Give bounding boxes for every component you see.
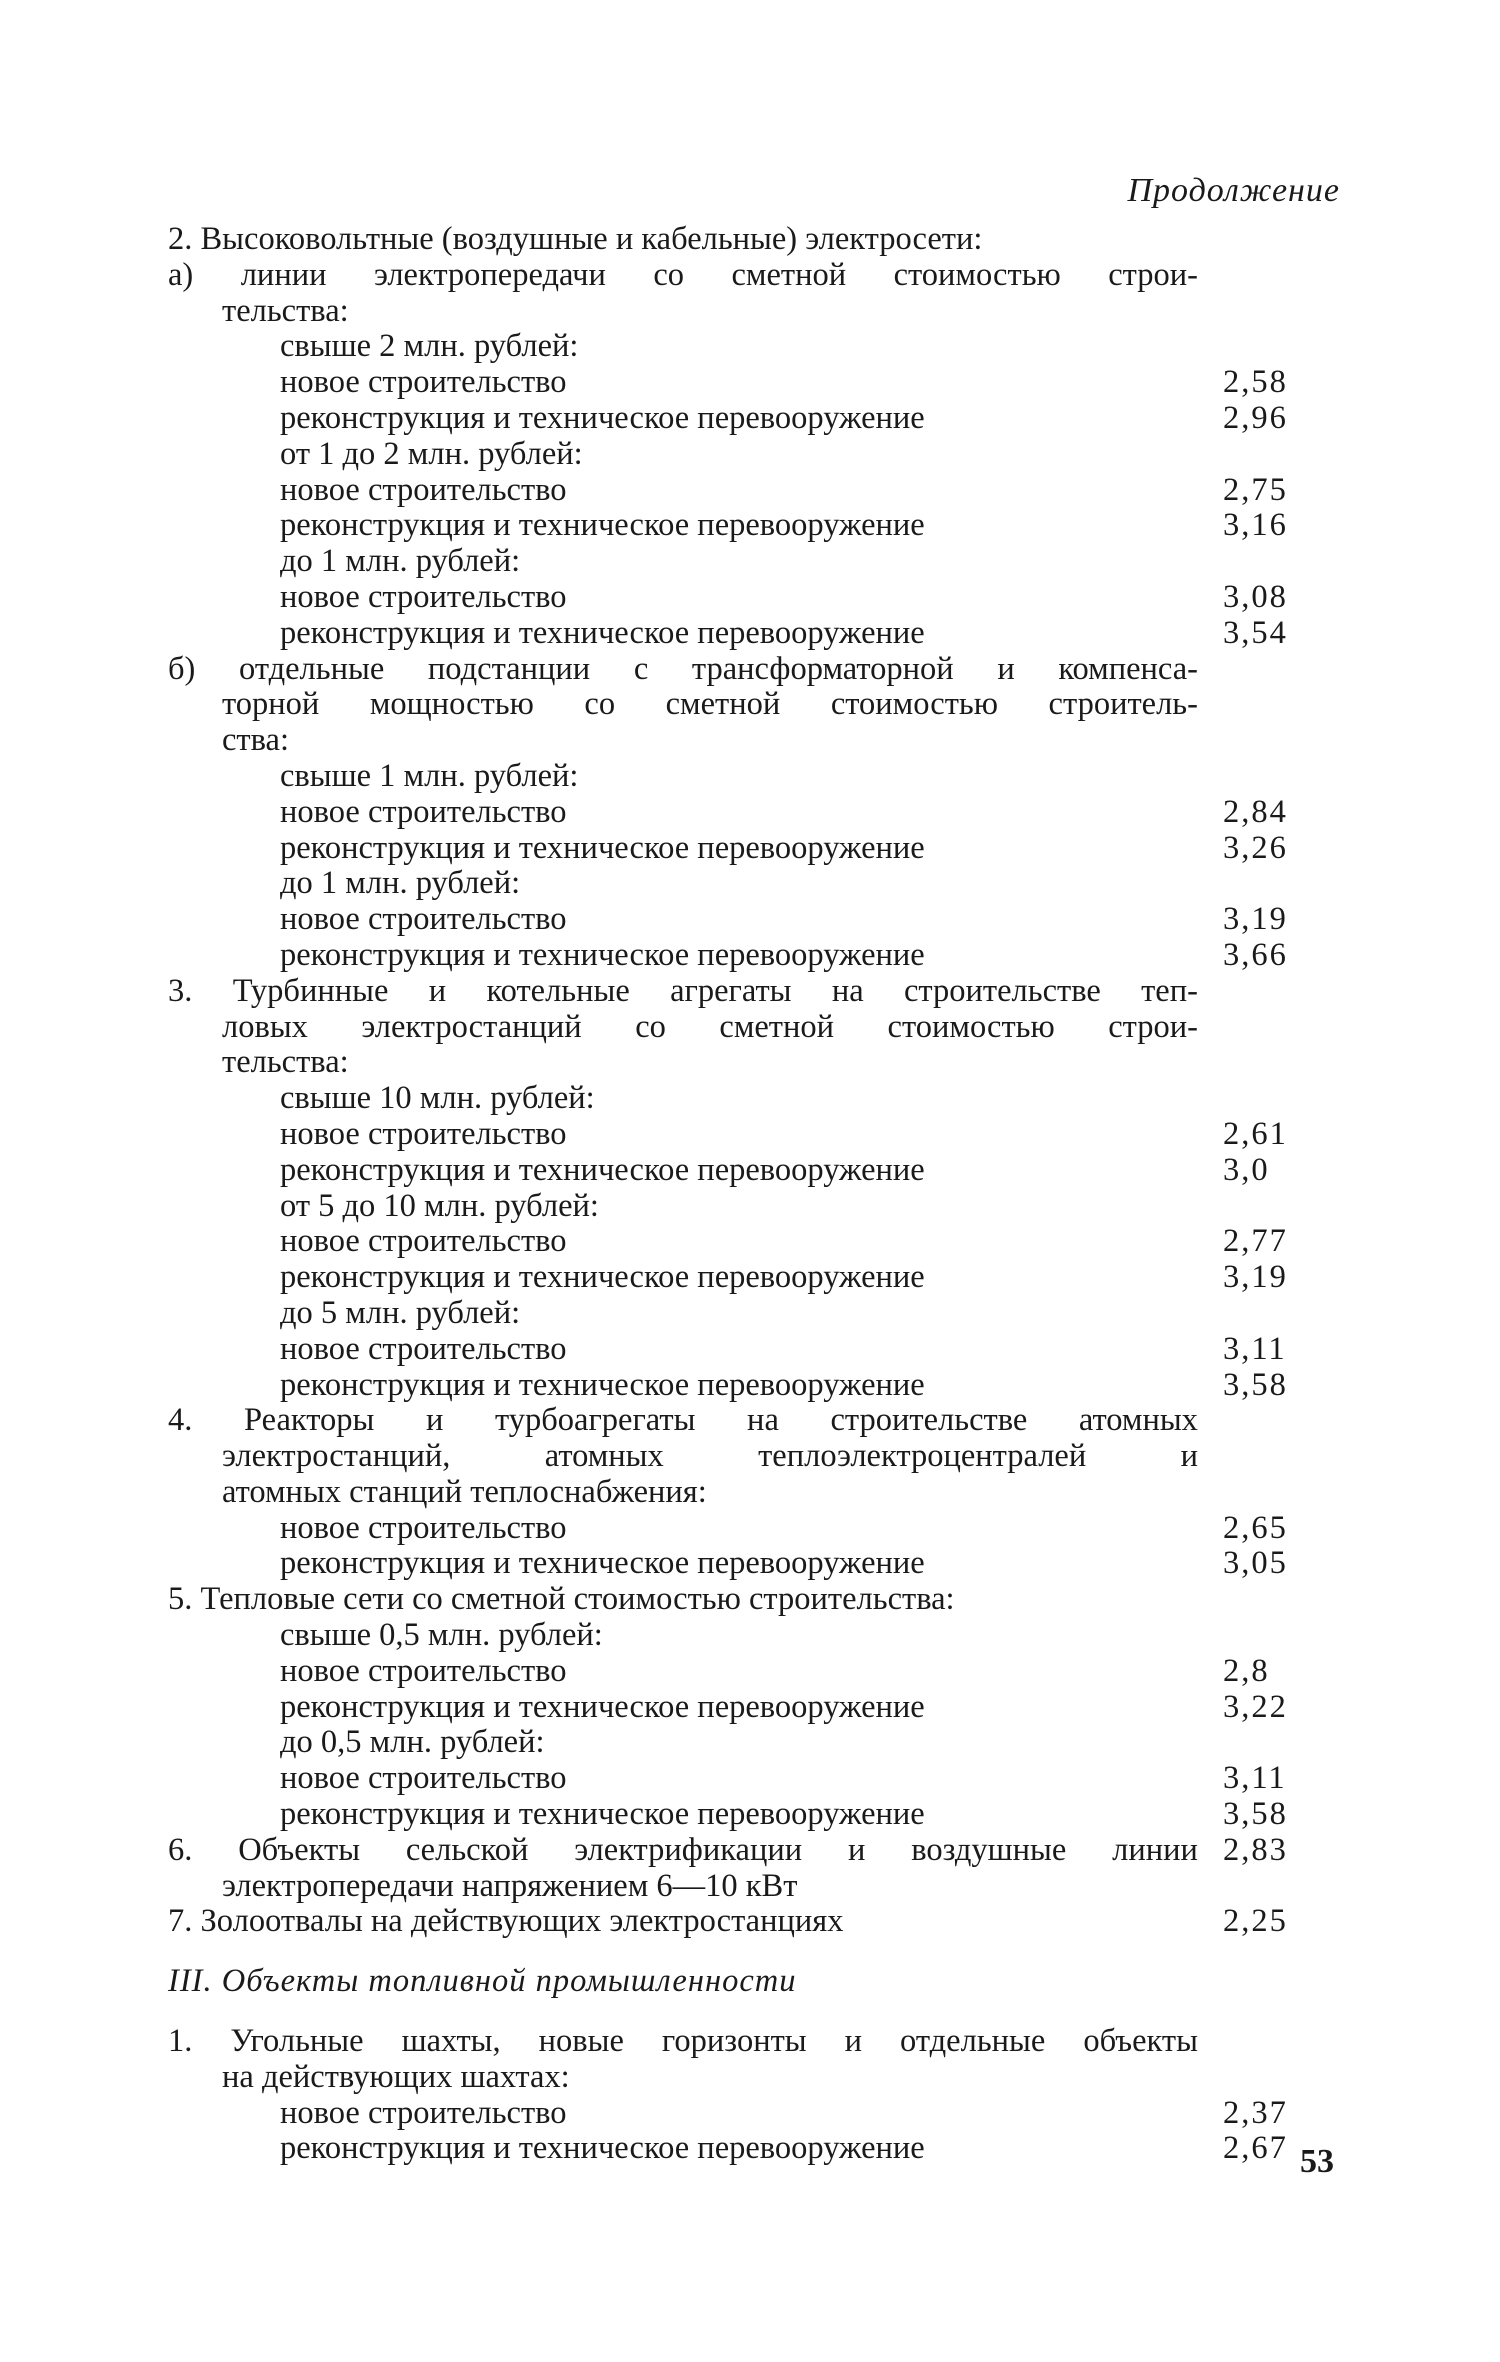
list-item [168, 866, 1318, 902]
list-item [168, 1439, 1318, 1475]
list-item [168, 1618, 1318, 1654]
list-item [168, 1546, 1318, 1582]
coefficient-value: 2,58 [1223, 364, 1288, 401]
list-item [168, 1833, 1318, 1869]
list-item [168, 1010, 1318, 1046]
list-item [168, 1332, 1318, 1368]
item-text: 1. Угольные шахты, новые горизонты и отдельные объекты [168, 2023, 1198, 2060]
coefficient-value: 2,37 [1223, 2094, 1288, 2131]
list-item [168, 580, 1318, 616]
list-item [168, 1117, 1318, 1153]
item-text: тельства: [222, 1044, 349, 1081]
list-item [168, 938, 1318, 974]
item-text: 7. Золоотвалы на действующих электростанциях [168, 1903, 844, 1940]
coefficient-value: 3,08 [1223, 578, 1288, 615]
item-text: 4. Реакторы и турбоагрегаты на строительстве атомных [168, 1402, 1198, 1439]
continuation-heading: Продолжение [1127, 172, 1340, 209]
item-text: торной мощностью со сметной стоимостью строитель- [222, 686, 1198, 723]
item-text: новое строительство [280, 2094, 567, 2131]
list-item [168, 1654, 1318, 1690]
list-item [168, 759, 1318, 795]
list-item [168, 795, 1318, 831]
coefficient-value: 2,96 [1223, 399, 1288, 436]
item-text: реконструкция и техническое перевооружение [280, 2130, 925, 2167]
item-text: новое строительство [280, 1509, 567, 1546]
item-text: новое строительство [280, 1330, 567, 1367]
coefficient-value: 3,11 [1223, 1330, 1287, 1367]
coefficient-value: 2,75 [1223, 471, 1288, 508]
item-text: электропередачи напряжением 6—10 кВт [222, 1867, 798, 1904]
item-text: от 5 до 10 млн. рублей: [280, 1187, 599, 1224]
item-text: на действующих шахтах: [222, 2058, 570, 2095]
list-item [168, 616, 1318, 652]
list-item [168, 2060, 1318, 2096]
list-item [168, 473, 1318, 509]
item-text: 3. Турбинные и котельные агрегаты на строительстве теп- [168, 972, 1198, 1009]
item-text: свыше 2 млн. рублей: [280, 328, 579, 365]
item-text: новое строительство [280, 1115, 567, 1152]
list-item [168, 2024, 1318, 2060]
list-item [168, 902, 1318, 938]
coefficient-value: 2,67 [1223, 2130, 1288, 2167]
list-item [168, 1368, 1318, 1404]
item-text: а) линии электропередачи со сметной стоимостью строи- [168, 256, 1198, 293]
coefficient-value: 2,61 [1223, 1115, 1288, 1152]
item-text: новое строительство [280, 1223, 567, 1260]
list-item [168, 1725, 1318, 1761]
page-number: 53 [1300, 2143, 1334, 2180]
coefficient-value: 2,8 [1223, 1652, 1270, 1689]
list-item [168, 1081, 1318, 1117]
list-item [168, 652, 1318, 688]
list-item [168, 1224, 1318, 1260]
item-text: новое строительство [280, 901, 567, 938]
list-item [168, 1690, 1318, 1726]
list-item [168, 508, 1318, 544]
item-text: тельства: [222, 292, 349, 329]
coefficient-value: 3,54 [1223, 614, 1288, 651]
list-item [168, 1904, 1318, 1940]
item-text: 2. Высоковольтные (воздушные и кабельные) электросети: [168, 221, 983, 257]
coefficient-value: 3,19 [1223, 1259, 1288, 1296]
item-text: от 1 до 2 млн. рублей: [280, 435, 583, 472]
item-text: до 1 млн. рублей: [280, 865, 521, 902]
item-text: новое строительство [280, 1652, 567, 1689]
item-text: атомных станций теплоснабжения: [222, 1473, 707, 1510]
item-text: реконструкция и техническое перевооружение [280, 399, 925, 436]
item-text: новое строительство [280, 364, 567, 401]
item-text: ства: [222, 722, 289, 759]
coefficient-value: 3,16 [1223, 507, 1288, 544]
list-item [168, 329, 1318, 365]
coefficient-list [168, 222, 1318, 2167]
item-text: свыше 0,5 млн. рублей: [280, 1617, 603, 1654]
item-text: реконструкция и техническое перевооружение [280, 1796, 925, 1833]
coefficient-value: 3,22 [1223, 1688, 1288, 1725]
coefficient-value: 3,0 [1223, 1151, 1270, 1188]
list-item [168, 1296, 1318, 1332]
list-item [168, 401, 1318, 437]
list-item [168, 723, 1318, 759]
item-text: ловых электростанций со сметной стоимостью строи- [222, 1008, 1198, 1045]
list-section-3 [168, 2024, 1318, 2167]
list-item [168, 258, 1318, 294]
coefficient-value: 3,26 [1223, 829, 1288, 866]
item-text: реконструкция и техническое перевооружение [280, 1151, 925, 1188]
item-text: новое строительство [280, 578, 567, 615]
item-text: новое строительство [280, 793, 567, 830]
list-item [168, 222, 1318, 258]
coefficient-value: 3,66 [1223, 936, 1288, 973]
list-item [168, 1761, 1318, 1797]
item-text: реконструкция и техническое перевооружение [280, 1688, 925, 1725]
list-item [168, 1869, 1318, 1905]
item-text: 5. Тепловые сети со сметной стоимостью строительства: [168, 1581, 955, 1618]
coefficient-value: 3,05 [1223, 1545, 1288, 1582]
item-text: реконструкция и техническое перевооружение [280, 936, 925, 973]
coefficient-value: 2,84 [1223, 793, 1288, 830]
coefficient-value: 3,11 [1223, 1760, 1287, 1797]
section-title: III. Объекты топливной промышленности [168, 1963, 797, 2000]
list-item [168, 544, 1318, 580]
coefficient-value: 3,19 [1223, 901, 1288, 938]
list-item [168, 1582, 1318, 1618]
coefficient-value: 2,77 [1223, 1223, 1288, 1260]
item-text: реконструкция и техническое перевооружение [280, 1545, 925, 1582]
item-text: 6. Объекты сельской электрификации и воздушные линии [168, 1831, 1198, 1868]
list-item [168, 437, 1318, 473]
list-item [168, 687, 1318, 723]
list-item [168, 1153, 1318, 1189]
list-item [168, 2096, 1318, 2132]
list-item [168, 831, 1318, 867]
list-item [168, 294, 1318, 330]
item-text: новое строительство [280, 1760, 567, 1797]
item-text: до 1 млн. рублей: [280, 543, 521, 580]
item-text: свыше 1 млн. рублей: [280, 757, 579, 794]
item-text: реконструкция и техническое перевооружение [280, 1366, 925, 1403]
item-text: реконструкция и техническое перевооружение [280, 1259, 925, 1296]
list-item [168, 1045, 1318, 1081]
item-text: новое строительство [280, 471, 567, 508]
list-item [168, 974, 1318, 1010]
list-item [168, 1189, 1318, 1225]
coefficient-value: 2,65 [1223, 1509, 1288, 1546]
item-text: реконструкция и техническое перевооружение [280, 507, 925, 544]
coefficient-value: 3,58 [1223, 1366, 1288, 1403]
section-heading-row [168, 1964, 1318, 2000]
list-section-2 [168, 222, 1318, 1940]
list-item [168, 2131, 1318, 2167]
item-text: реконструкция и техническое перевооружение [280, 614, 925, 651]
coefficient-value: 2,25 [1223, 1903, 1288, 1940]
coefficient-value: 3,58 [1223, 1796, 1288, 1833]
list-item [168, 1403, 1318, 1439]
item-text: б) отдельные подстанции с трансформаторной и компенса- [168, 650, 1198, 687]
coefficient-value: 2,83 [1223, 1831, 1288, 1868]
item-text: до 0,5 млн. рублей: [280, 1724, 545, 1761]
item-text: свыше 10 млн. рублей: [280, 1080, 595, 1117]
list-item [168, 365, 1318, 401]
list-item [168, 1511, 1318, 1547]
list-item [168, 1475, 1318, 1511]
item-text: до 5 млн. рублей: [280, 1294, 521, 1331]
list-item [168, 1797, 1318, 1833]
item-text: электростанций, атомных теплоэлектроцентралей и [222, 1438, 1198, 1475]
item-text: реконструкция и техническое перевооружение [280, 829, 925, 866]
list-item [168, 1260, 1318, 1296]
